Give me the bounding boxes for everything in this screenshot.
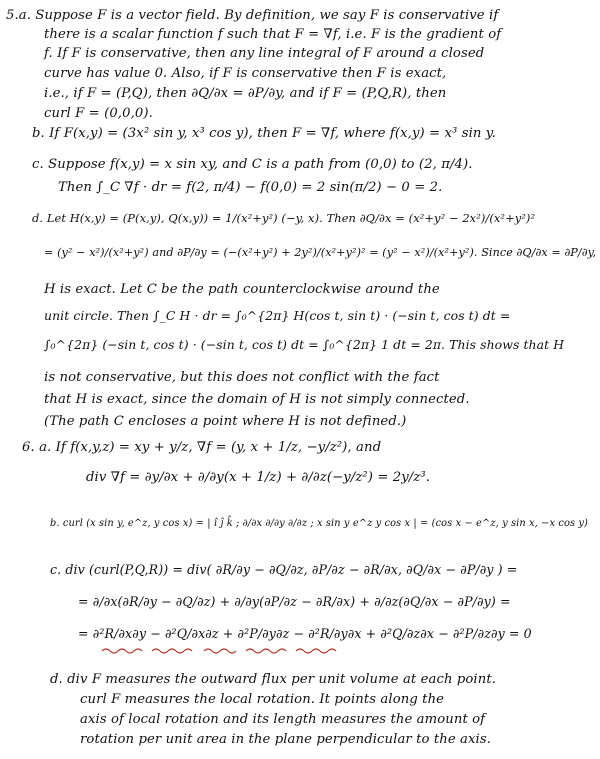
text-line: 6. a. If f(x,y,z) = xy + y/z, ∇f = (y, x + 1/z, −y/z²), and: [22, 440, 382, 455]
text-line: [78, 626, 532, 642]
text-line: H is exact. Let C be the path counterclockwise around the: [44, 282, 440, 297]
text-line: is not conservative, but this does not conflict with the fact: [44, 370, 440, 385]
text-line: d. div F measures the outward flux per unit volume at each point.: [50, 672, 497, 687]
text-line: b. curl (x sin y, e^z, y cos x) = | î ĵ k̂ ; ∂/∂x ∂/∂y ∂/∂z ; x sin y e^z y cos x | = (cos x − e^z, y sin x, −x cos y): [50, 518, 588, 529]
equation-line: = ∂²R/∂x∂y − ∂²Q/∂x∂z + ∂²P/∂y∂z − ∂²R/∂y∂x + ∂²Q/∂z∂x − ∂²P/∂z∂y = 0: [78, 626, 532, 641]
wavy-underline: [246, 649, 286, 653]
text-line: d. Let H(x,y) = (P(x,y), Q(x,y)) = 1/(x²+y²) (−y, x). Then ∂Q/∂x = (x²+y² − 2x²)/(x²+y²)²: [32, 211, 536, 225]
text-line: Then ∫_C ∇f · dr = f(2, π/4) − f(0,0) = 2 sin(π/2) − 0 = 2.: [58, 180, 443, 195]
text-line: b. If F(x,y) = (3x² sin y, x³ cos y), then F = ∇f, where f(x,y) = x³ sin y.: [32, 126, 496, 141]
text-line: f. If F is conservative, then any line integral of F around a closed: [44, 46, 485, 61]
text-line: c. Suppose f(x,y) = x sin xy, and C is a path from (0,0) to (2, π/4).: [32, 157, 473, 172]
text-line: curl F measures the local rotation. It points along the: [80, 692, 445, 707]
text-line: curve has value 0. Also, if F is conservative then F is exact,: [44, 66, 447, 81]
text-line: curl F = (0,0,0).: [44, 106, 153, 121]
wavy-underline: [296, 649, 336, 653]
text-line: = (y² − x²)/(x²+y²) and ∂P/∂y = (−(x²+y²) + 2y²)/(x²+y²)² = (y² − x²)/(x²+y²). Since ∂Q/∂x = ∂P/∂y,: [44, 246, 597, 259]
text-line: axis of local rotation and its length measures the amount of: [80, 712, 486, 727]
text-line: rotation per unit area in the plane perpendicular to the axis.: [80, 732, 492, 747]
text-line: 5.a. Suppose F is a vector field. By definition, we say F is conservative if: [6, 8, 499, 23]
text-line: there is a scalar function f such that F = ∇f, i.e. F is the gradient of: [44, 27, 502, 42]
text-line: i.e., if F = (P,Q), then ∂Q/∂x = ∂P/∂y, and if F = (P,Q,R), then: [44, 86, 447, 101]
wavy-underline: [102, 649, 142, 653]
text-line: ∫₀^{2π} (−sin t, cos t) · (−sin t, cos t) dt = ∫₀^{2π} 1 dt = 2π. This shows that H: [44, 337, 565, 352]
cancellation-underlines: [100, 646, 350, 656]
text-line: that H is exact, since the domain of H is not simply connected.: [44, 392, 470, 407]
text-line: (The path C encloses a point where H is not defined.): [44, 414, 407, 429]
wavy-underline: [152, 649, 192, 653]
text-line: = ∂/∂x(∂R/∂y − ∂Q/∂z) + ∂/∂y(∂P/∂z − ∂R/∂x) + ∂/∂z(∂Q/∂x − ∂P/∂y) =: [78, 594, 511, 609]
wavy-underline: [204, 649, 236, 653]
text-line: unit circle. Then ∫_C H · dr = ∫₀^{2π} H(cos t, sin t) · (−sin t, cos t) dt =: [44, 308, 511, 323]
text-line: c. div (curl(P,Q,R)) = div( ∂R/∂y − ∂Q/∂z, ∂P/∂z − ∂R/∂x, ∂Q/∂x − ∂P/∂y ) =: [50, 562, 518, 577]
text-line: div ∇f = ∂y/∂x + ∂/∂y(x + 1/z) + ∂/∂z(−y/z²) = 2y/z³.: [86, 470, 431, 485]
